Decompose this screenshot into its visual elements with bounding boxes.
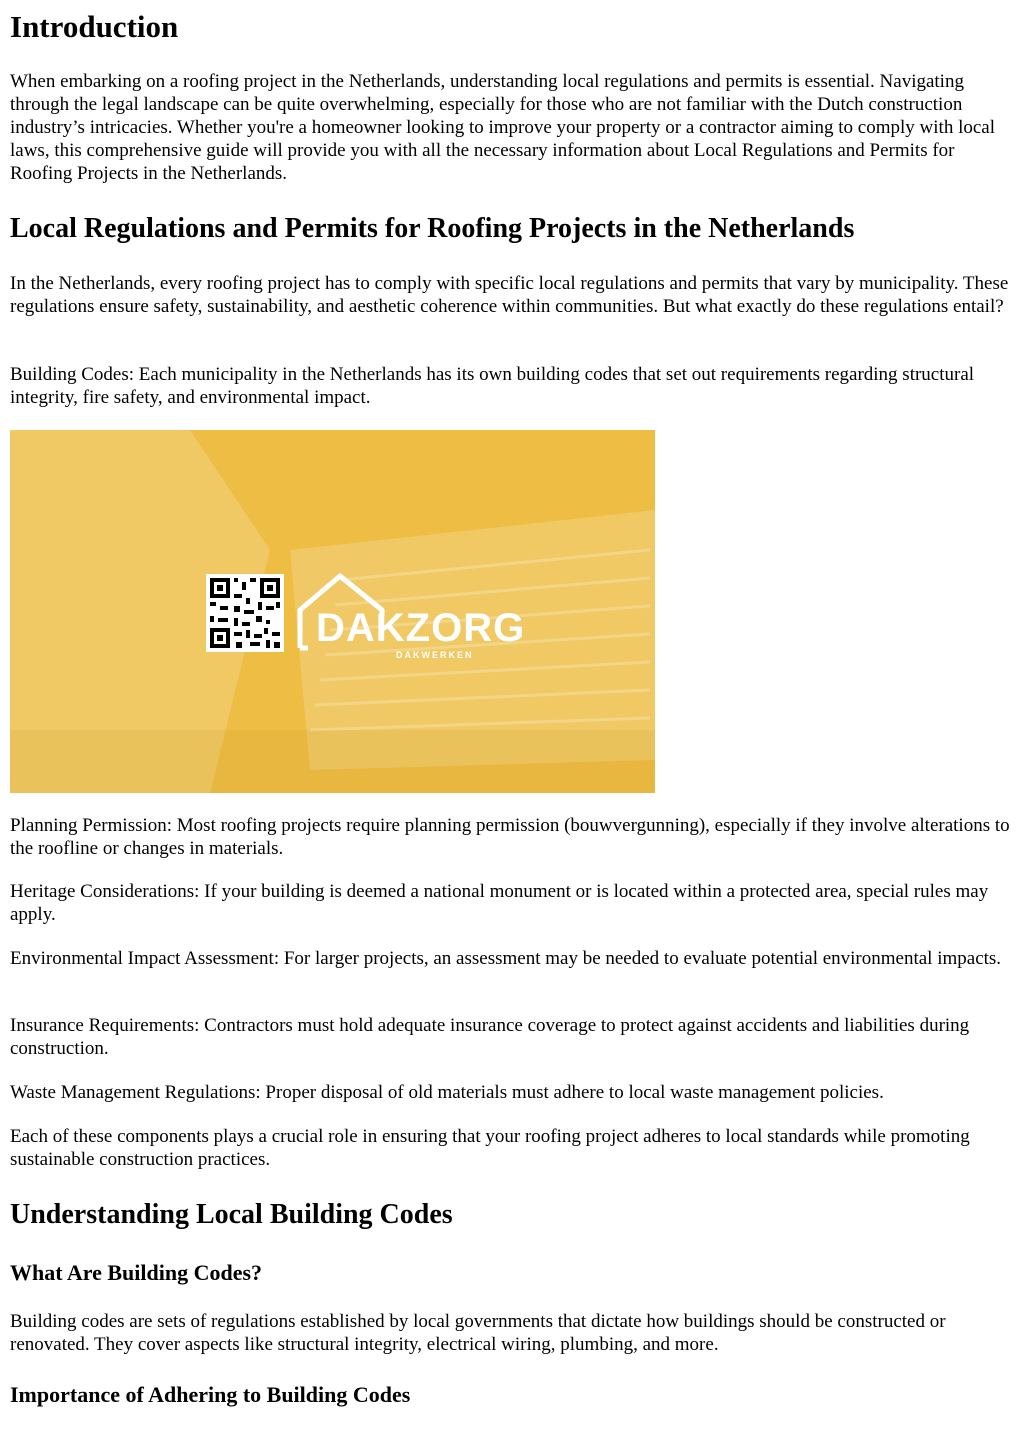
intro-paragraph: When embarking on a roofing project in the Netherlands, understanding local regulations and permits is essential. Navigating through the legal landscape can be quite overwhelming, especially for those who are not familiar with the Dutch construction industry’s intricacies. Whether you're a homeowner looking to improve your property or a contractor aiming to comply with local laws, this comprehensive guide will provide you with all the necessary information about Local Regulations and Permits for Roofing Projects in the Netherlands.: [10, 71, 996, 184]
regulations-heading: Local Regulations and Permits for Roofing Projects in the Netherlands: [10, 213, 855, 244]
what-are-codes-heading: What Are Building Codes?: [10, 1260, 263, 1285]
dakzorg-banner-image: [10, 430, 655, 793]
list-item: Waste Management Regulations: Proper disposal of old materials must adhere to local waste management policies.: [10, 1082, 884, 1103]
importance-heading: Importance of Adhering to Building Codes: [10, 1382, 411, 1407]
list-item: Insurance Requirements: Contractors must hold adequate insurance coverage to protect against accidents and liabilities during construction.: [10, 1015, 970, 1059]
list-item: Environmental Impact Assessment: For larger projects, an assessment may be needed to evaluate potential environmental impacts.: [10, 948, 1002, 969]
list-item: Heritage Considerations: If your building is deemed a national monument or is located within a protected area, special rules may apply.: [10, 881, 989, 925]
closing-paragraph: Each of these components plays a crucial role in ensuring that your roofing project adheres to local standards while promoting sustainable construction practices.: [10, 1126, 970, 1170]
what-are-codes-paragraph: Building codes are sets of regulations established by local governments that dictate how buildings should be constructed or renovated. They cover aspects like structural integrity, electrical wiring, plumbing, and more.: [10, 1311, 946, 1355]
brand-tagline: DAKWERKEN: [396, 650, 474, 660]
understanding-heading: Understanding Local Building Codes: [10, 1199, 453, 1230]
building-codes-paragraph: Building Codes: Each municipality in the Netherlands has its own building codes that set out requirements regarding structural integrity, fire safety, and environmental impact.: [10, 364, 975, 408]
brand-wordmark: DAKZORG: [316, 606, 526, 650]
intro-heading: Introduction: [10, 9, 179, 44]
list-item: Planning Permission: Most roofing projects require planning permission (bouwvergunning), especially if they involve alterations to the roofline or changes in materials.: [10, 815, 1010, 859]
regulations-paragraph: In the Netherlands, every roofing project has to comply with specific local regulations and permits that vary by municipality. These regulations ensure safety, sustainability, and aesthetic coherence within communities. But what exactly do these regulations entail?: [10, 273, 1009, 317]
